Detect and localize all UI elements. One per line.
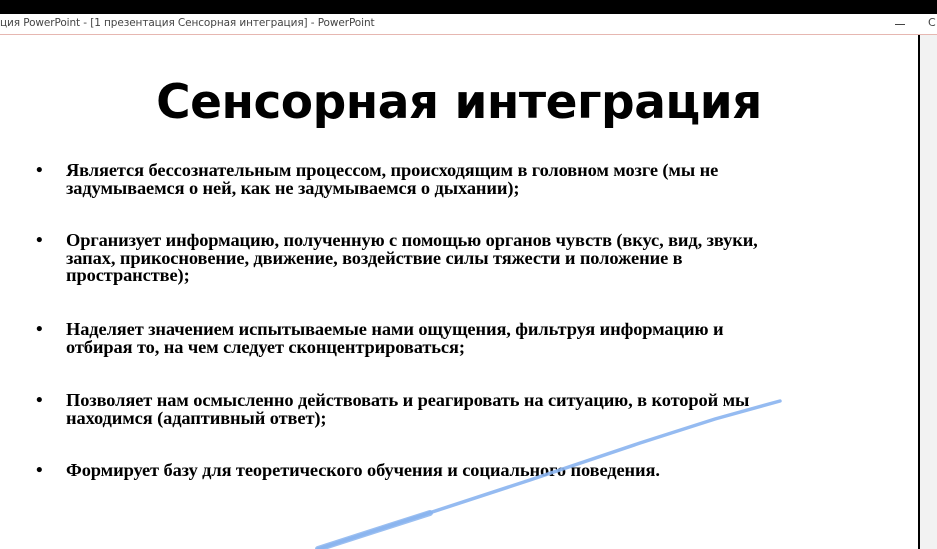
bullet-text (66, 462, 866, 480)
ink-stroke-thick (318, 513, 430, 549)
slide-title: Сенсорная интеграция (156, 75, 762, 130)
bullet-line: Организует информацию, полученную с помощью органов чувств (вкус, вид, звуки, (66, 230, 758, 250)
bullet-text (66, 232, 866, 285)
bullet-text (66, 162, 866, 197)
top-black-bar (0, 0, 937, 14)
minimize-icon[interactable] (893, 14, 907, 34)
bullet-line: находимся (адаптивный ответ); (66, 407, 327, 428)
bullet-line: Формирует базу для теоретического обучения и социального поведения. (66, 460, 660, 480)
right-window-edge (918, 35, 937, 549)
bullet-dot-icon: • (36, 319, 43, 340)
window-title-bar[interactable] (0, 14, 937, 35)
bullet-line: задумываемся о ней, как не задумываемся о дыхании); (66, 177, 520, 198)
window-title: ция PowerPoint - [1 презентация Сенсорная интеграция] - PowerPoint (0, 17, 375, 29)
scroll-strip[interactable] (920, 35, 937, 549)
bullet-dot-icon: • (36, 460, 43, 481)
bullet-line: Позволяет нам осмысленно действовать и реагировать на ситуацию, в которой мы (66, 390, 750, 410)
bullet-text (66, 392, 866, 427)
bullet-line: Наделяет значением испытываемые нами ощущения, фильтруя информацию и (66, 319, 724, 339)
bullet-line: запах, прикосновение, движение, воздействие силы тяжести и положение в (66, 247, 683, 268)
window-edge-glyph: C (928, 16, 936, 29)
bullet-dot-icon: • (36, 390, 43, 411)
bullet-dot-icon: • (36, 160, 43, 181)
bullet-text (66, 321, 866, 356)
bullet-line: пространстве); (66, 265, 190, 286)
bullet-line: отбирая то, на чем следует сконцентрироваться; (66, 336, 465, 357)
bullet-line: Является бессознательным процессом, происходящим в головном мозге (мы не (66, 160, 719, 180)
bullet-dot-icon: • (36, 230, 43, 251)
slide-canvas[interactable] (0, 35, 918, 549)
